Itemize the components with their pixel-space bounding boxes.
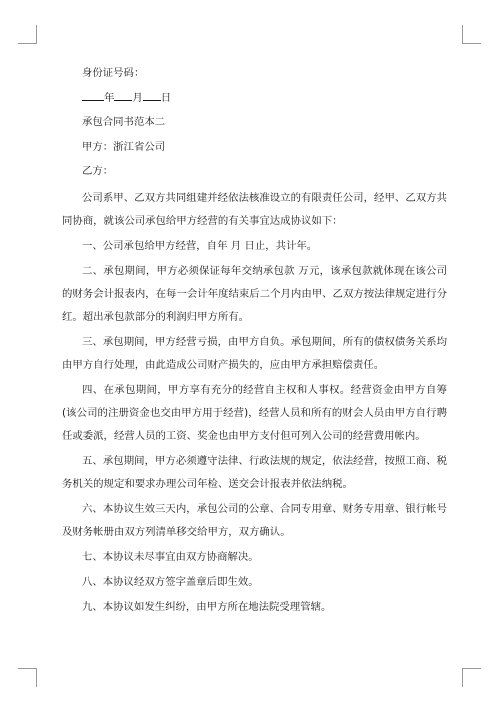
page-corner-mark-top-left — [18, 25, 37, 44]
intro-paragraph: 公司系甲、乙双方共同组建并经依法核准设立的有限责任公司，经甲、乙双方共同协商，就该公司承包给甲方经营的有关事宜达成协议如下： — [62, 191, 447, 227]
clause-2: 二、承包期间，甲方必须保证每年交纳承包款 万元，该承包款就体现在该公司的财务会计报表内，在每一会计年度结束后二个月内由甲、乙双方按法律规定进行分红。超出承包款部分的利润归甲方所有。 — [62, 264, 447, 323]
party-a: 甲方：浙江省公司 — [82, 140, 166, 153]
clause-7: 七、本协议未尽事宜由双方协商解决。 — [82, 550, 259, 563]
clause-1: 一、公司承包给甲方经营，自年 月 日止，共计年。 — [82, 239, 318, 252]
page-corner-mark-bottom-left — [18, 668, 37, 687]
clause-9: 九、本协议如发生纠纷，由甲方所在地法院受理管辖。 — [82, 600, 332, 613]
clause-5: 五、承包期间，甲方必须遵守法律、行政法规的规定，依法经营，按照工商、税务机关的规定和要求办理公司年检、送交会计报表并依法纳税。 — [62, 454, 447, 490]
page-corner-mark-bottom-right — [462, 668, 481, 687]
year-blank — [82, 89, 104, 101]
contract-title: 承包合同书范本二 — [82, 116, 166, 128]
party-b: 乙方： — [82, 165, 114, 177]
date-line — [62, 89, 447, 107]
day-label: 日 — [160, 91, 172, 104]
clause-3: 三、承包期间，甲方经营亏损，由甲方自负。承包期间，所有的债权债务关系均由甲方自行处理，由此造成公司财产损失的，应由甲方承担赔偿责任。 — [62, 335, 447, 371]
year-label: 年 — [104, 91, 115, 104]
clause-4: 四、在承包期间，甲方享有充分的经营自主权和人事权。经营资金由甲方自筹(该公司的注册资金也交由甲方用于经营)，经营人员和所有的财会人员由甲方自行聘任或委派，经营人员的工资、奖金也由甲方支付但可列入公司的经营费用帐内。 — [62, 383, 447, 442]
clause-6: 六、本协议生效三天内，承包公司的公章、合同专用章、财务专用章、银行帐号及财务帐册由双方列清单移交给甲方，双方确认。 — [62, 502, 447, 538]
page-corner-mark-top-right — [462, 25, 481, 44]
month-label: 月 — [132, 91, 143, 104]
clause-8: 八、本协议经双方签字盖章后即生效。 — [82, 575, 259, 588]
day-blank — [143, 89, 161, 101]
id-number-label: 身份证号码： — [82, 67, 145, 79]
document-page — [62, 64, 447, 621]
month-blank — [114, 89, 132, 101]
